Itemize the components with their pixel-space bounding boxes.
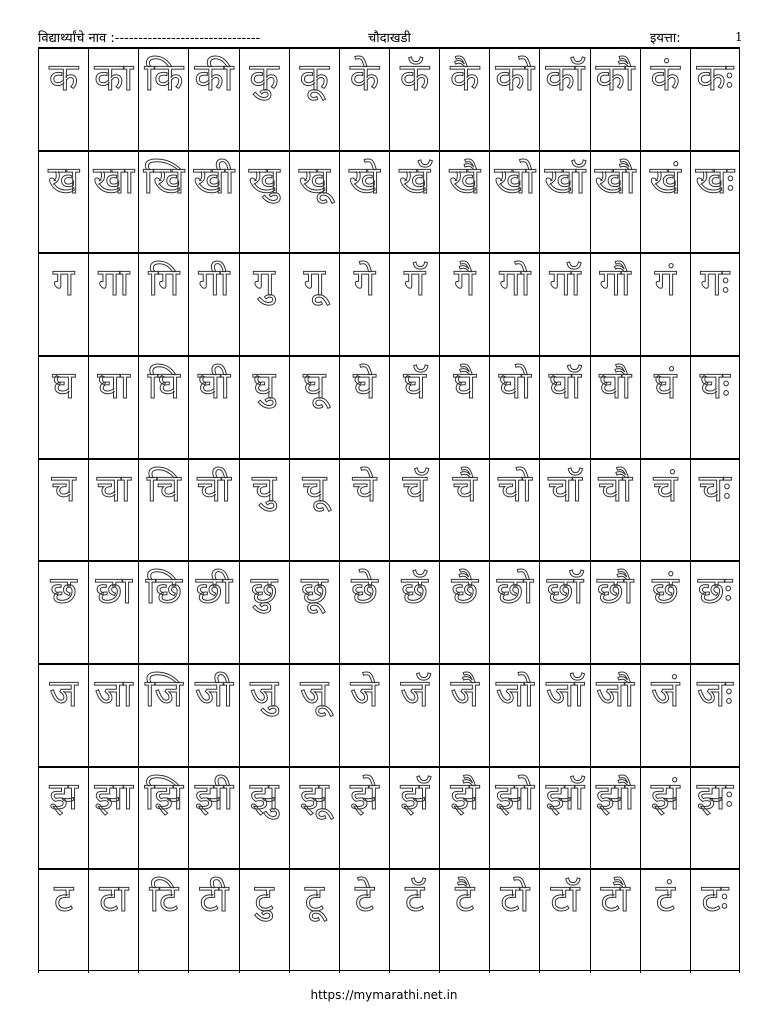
tracing-cell <box>88 152 138 253</box>
tracing-cell <box>88 357 138 458</box>
grid-row <box>38 357 740 460</box>
tracing-cell <box>640 460 690 561</box>
dotted-letter: घी <box>197 362 231 407</box>
dotted-letter: टॅ <box>404 876 425 921</box>
dotted-letter: खू <box>298 157 330 202</box>
dotted-letter: की <box>194 55 234 99</box>
grid-row <box>38 870 740 973</box>
dotted-letter: कं <box>650 55 680 99</box>
class-label: इयत्ता: <box>650 31 681 46</box>
dotted-letter: कि <box>144 55 184 99</box>
tracing-cell <box>690 49 740 150</box>
dotted-letter: जा <box>94 670 133 715</box>
tracing-cell <box>690 562 740 663</box>
dotted-letter: जं <box>651 670 680 715</box>
dotted-letter: टि <box>149 876 179 921</box>
tracing-cell <box>289 254 339 355</box>
dotted-letter: छः <box>697 568 733 613</box>
dotted-letter: चः <box>699 465 731 510</box>
tracing-cell <box>339 357 389 458</box>
dotted-letter: जः <box>696 670 733 715</box>
tracing-cell <box>38 562 88 663</box>
page-number: 1 <box>735 30 743 44</box>
tracing-grid <box>38 47 740 971</box>
dotted-letter: क <box>48 55 79 99</box>
tracing-cell <box>539 357 589 458</box>
tracing-cell <box>339 665 389 766</box>
tracing-cell <box>489 49 539 150</box>
grid-row <box>38 665 740 768</box>
tracing-cell <box>289 460 339 561</box>
tracing-cell <box>439 254 489 355</box>
tracing-cell <box>289 562 339 663</box>
tracing-cell <box>239 152 289 253</box>
dotted-letter: खो <box>494 157 536 202</box>
tracing-cell <box>439 768 489 869</box>
tracing-cell <box>239 254 289 355</box>
dotted-letter: छॉ <box>546 568 584 613</box>
dotted-letter: घो <box>498 362 531 407</box>
tracing-cell <box>690 254 740 355</box>
dotted-letter: टः <box>701 876 729 921</box>
dotted-letter: घै <box>453 362 476 407</box>
dotted-letter: चे <box>352 465 377 510</box>
dotted-letter: चं <box>653 465 678 510</box>
dotted-letter: झं <box>650 773 680 818</box>
tracing-cell <box>38 254 88 355</box>
dotted-letter: टू <box>304 876 324 921</box>
tracing-cell <box>590 254 640 355</box>
tracing-cell <box>640 152 690 253</box>
tracing-cell <box>239 357 289 458</box>
grid-row <box>38 460 740 563</box>
tracing-cell <box>339 49 389 150</box>
dotted-letter: झः <box>696 773 734 818</box>
tracing-cell <box>339 562 389 663</box>
tracing-cell <box>439 357 489 458</box>
dotted-letter: गा <box>98 260 130 305</box>
tracing-cell <box>389 870 439 973</box>
worksheet-title: चौदाखडी <box>368 31 411 46</box>
tracing-cell <box>489 152 539 253</box>
tracing-cell <box>489 254 539 355</box>
tracing-cell <box>339 870 389 973</box>
dotted-letter: घि <box>147 362 180 407</box>
tracing-cell <box>289 665 339 766</box>
tracing-cell <box>339 768 389 869</box>
dotted-letter: झॅ <box>400 773 429 818</box>
tracing-cell <box>640 254 690 355</box>
tracing-cell <box>539 152 589 253</box>
tracing-cell <box>188 152 238 253</box>
dotted-letter: जॉ <box>545 670 584 715</box>
tracing-cell <box>88 768 138 869</box>
grid-row <box>38 152 740 255</box>
tracing-cell <box>489 460 539 561</box>
dotted-letter: खै <box>449 157 481 202</box>
dotted-letter: खः <box>695 157 735 202</box>
tracing-cell <box>38 152 88 253</box>
tracing-cell <box>389 152 439 253</box>
tracing-cell <box>489 665 539 766</box>
grid-row <box>38 768 740 871</box>
tracing-cell <box>239 562 289 663</box>
dotted-letter: ग <box>52 260 75 305</box>
dotted-letter: गै <box>454 260 476 305</box>
dotted-letter: टु <box>254 876 274 921</box>
dotted-letter: जौ <box>596 670 635 715</box>
dotted-letter: खा <box>93 157 135 202</box>
dotted-letter: जॅ <box>400 670 429 715</box>
dotted-letter: जै <box>450 670 479 715</box>
dotted-letter: जु <box>250 670 279 715</box>
tracing-cell <box>38 357 88 458</box>
tracing-cell <box>38 768 88 869</box>
tracing-cell <box>389 768 439 869</box>
dotted-letter: कै <box>450 55 480 99</box>
tracing-cell <box>590 870 640 973</box>
dotted-letter: चो <box>497 465 532 510</box>
tracing-cell <box>138 49 188 150</box>
dotted-letter: छी <box>195 568 233 613</box>
tracing-cell <box>539 254 589 355</box>
tracing-cell <box>88 665 138 766</box>
tracing-cell <box>88 254 138 355</box>
dotted-letter: झू <box>299 773 329 818</box>
tracing-cell <box>489 562 539 663</box>
tracing-cell <box>489 768 539 869</box>
dotted-letter: घ <box>52 362 75 407</box>
dotted-letter: छै <box>451 568 479 613</box>
tracing-cell <box>389 49 439 150</box>
tracing-cell <box>239 665 289 766</box>
dotted-letter: जी <box>194 670 233 715</box>
dotted-letter: कॅ <box>399 55 430 99</box>
tracing-cell <box>188 562 238 663</box>
tracing-cell <box>640 665 690 766</box>
tracing-cell <box>539 49 589 150</box>
tracing-cell <box>339 460 389 561</box>
tracing-cell <box>339 152 389 253</box>
tracing-cell <box>640 768 690 869</box>
tracing-cell <box>188 870 238 973</box>
grid-row <box>38 562 740 665</box>
tracing-cell <box>389 357 439 458</box>
tracing-cell <box>138 152 188 253</box>
dotted-letter: झो <box>495 773 535 818</box>
tracing-cell <box>439 152 489 253</box>
dotted-letter: ट <box>53 876 74 921</box>
tracing-cell <box>38 665 88 766</box>
tracing-cell <box>188 460 238 561</box>
tracing-cell <box>138 460 188 561</box>
tracing-cell <box>539 665 589 766</box>
tracing-cell <box>590 49 640 150</box>
dotted-letter: गौ <box>599 260 631 305</box>
tracing-cell <box>690 357 740 458</box>
dotted-letter: घं <box>654 362 677 407</box>
tracing-cell <box>138 870 188 973</box>
tracing-cell <box>489 870 539 973</box>
tracing-cell <box>539 768 589 869</box>
tracing-cell <box>539 562 589 663</box>
dotted-letter: घॉ <box>548 362 582 407</box>
tracing-cell <box>389 460 439 561</box>
tracing-cell <box>439 49 489 150</box>
dotted-letter: चु <box>252 465 277 510</box>
dotted-letter: गे <box>353 260 376 305</box>
dotted-letter: छॅ <box>401 568 428 613</box>
dotted-letter: घू <box>303 362 326 407</box>
tracing-cell <box>339 254 389 355</box>
dotted-letter: टौ <box>600 876 630 921</box>
dotted-letter: ची <box>196 465 231 510</box>
tracing-cell <box>439 562 489 663</box>
dotted-letter: झ <box>49 773 78 818</box>
tracing-cell <box>289 870 339 973</box>
dotted-letter: चै <box>452 465 477 510</box>
dotted-letter: छे <box>351 568 378 613</box>
tracing-cell <box>138 254 188 355</box>
grid-row <box>38 49 740 152</box>
dotted-letter: टो <box>500 876 530 921</box>
dotted-letter: खे <box>348 157 380 202</box>
tracing-cell <box>539 460 589 561</box>
tracing-cell <box>289 49 339 150</box>
tracing-cell <box>640 870 690 973</box>
tracing-cell <box>590 460 640 561</box>
dotted-letter: जू <box>300 670 329 715</box>
dotted-letter: छू <box>300 568 328 613</box>
dotted-letter: घे <box>353 362 376 407</box>
dotted-letter: झा <box>94 773 133 818</box>
tracing-cell <box>590 768 640 869</box>
dotted-letter: गः <box>700 260 730 305</box>
tracing-cell <box>239 49 289 150</box>
tracing-cell <box>690 870 740 973</box>
dotted-letter: झॉ <box>545 773 585 818</box>
dotted-letter: चि <box>146 465 181 510</box>
student-name-label: विद्यार्थ्यांचे नाव :------------------------------- <box>38 31 261 46</box>
dotted-letter: झै <box>450 773 480 818</box>
tracing-cell <box>138 357 188 458</box>
dotted-letter: टे <box>354 876 374 921</box>
dotted-letter: कः <box>696 55 734 99</box>
dotted-letter: खि <box>143 157 185 202</box>
tracing-cell <box>88 562 138 663</box>
tracing-cell <box>590 357 640 458</box>
tracing-cell <box>439 665 489 766</box>
tracing-cell <box>690 768 740 869</box>
dotted-letter: टं <box>655 876 675 921</box>
dotted-letter: टा <box>99 876 129 921</box>
dotted-letter: टी <box>199 876 229 921</box>
dotted-letter: कौ <box>595 55 635 99</box>
dotted-letter: छ <box>50 568 77 613</box>
tracing-cell <box>640 49 690 150</box>
dotted-letter: झे <box>350 773 379 818</box>
dotted-letter: छौ <box>596 568 634 613</box>
dotted-letter: छो <box>496 568 534 613</box>
dotted-letter: चू <box>302 465 327 510</box>
grid-row <box>38 254 740 357</box>
dotted-letter: छु <box>250 568 278 613</box>
tracing-cell <box>539 870 589 973</box>
dotted-letter: खु <box>248 157 280 202</box>
dotted-letter: जे <box>350 670 379 715</box>
dotted-letter: ख <box>48 157 80 202</box>
dotted-letter: घः <box>699 362 730 407</box>
tracing-cell <box>690 152 740 253</box>
tracing-cell <box>239 460 289 561</box>
dotted-letter: का <box>94 55 134 99</box>
dotted-letter: घा <box>97 362 130 407</box>
footer-url: https://mymarathi.net.in <box>310 988 458 1002</box>
dotted-letter: ज <box>49 670 78 715</box>
dotted-letter: चॅ <box>402 465 427 510</box>
tracing-cell <box>690 665 740 766</box>
tracing-cell <box>138 768 188 869</box>
tracing-cell <box>289 768 339 869</box>
dotted-letter: टै <box>455 876 475 921</box>
tracing-cell <box>138 562 188 663</box>
dotted-letter: छं <box>651 568 679 613</box>
tracing-cell <box>590 562 640 663</box>
dotted-letter: गू <box>303 260 325 305</box>
dotted-letter: च <box>51 465 76 510</box>
tracing-cell <box>88 460 138 561</box>
dotted-letter: झी <box>194 773 234 818</box>
dotted-letter: झौ <box>595 773 635 818</box>
dotted-letter: चौ <box>598 465 633 510</box>
dotted-letter: घॅ <box>403 362 426 407</box>
tracing-cell <box>239 768 289 869</box>
tracing-cell <box>640 562 690 663</box>
dotted-letter: को <box>495 55 535 99</box>
tracing-cell <box>38 49 88 150</box>
dotted-letter: जि <box>144 670 183 715</box>
dotted-letter: छा <box>95 568 132 613</box>
tracing-cell <box>590 152 640 253</box>
tracing-cell <box>439 870 489 973</box>
tracing-cell <box>188 665 238 766</box>
dotted-letter: घु <box>252 362 276 407</box>
dotted-letter: छि <box>145 568 183 613</box>
tracing-cell <box>88 870 138 973</box>
dotted-letter: कु <box>249 55 279 99</box>
dotted-letter: खी <box>193 157 235 202</box>
dotted-letter: कू <box>299 55 329 99</box>
tracing-cell <box>239 870 289 973</box>
tracing-cell <box>389 562 439 663</box>
tracing-cell <box>289 152 339 253</box>
tracing-cell <box>138 665 188 766</box>
tracing-cell <box>439 460 489 561</box>
tracing-cell <box>289 357 339 458</box>
dotted-letter: टॉ <box>550 876 580 921</box>
dotted-letter: कॉ <box>545 55 585 99</box>
dotted-letter: गि <box>148 260 180 305</box>
tracing-cell <box>88 49 138 150</box>
dotted-letter: गी <box>198 260 230 305</box>
tracing-cell <box>188 357 238 458</box>
dotted-letter: गॉ <box>549 260 581 305</box>
tracing-cell <box>389 665 439 766</box>
tracing-cell <box>188 254 238 355</box>
tracing-cell <box>489 357 539 458</box>
tracing-cell <box>38 460 88 561</box>
dotted-letter: गॅ <box>403 260 426 305</box>
dotted-letter: झु <box>249 773 279 818</box>
dotted-letter: खॉ <box>544 157 586 202</box>
dotted-letter: जो <box>495 670 534 715</box>
dotted-letter: खौ <box>594 157 636 202</box>
dotted-letter: के <box>349 55 379 99</box>
dotted-letter: गु <box>253 260 275 305</box>
tracing-cell <box>389 254 439 355</box>
dotted-letter: झि <box>144 773 184 818</box>
dotted-letter: गं <box>654 260 676 305</box>
dotted-letter: गो <box>499 260 531 305</box>
dotted-letter: खं <box>649 157 681 202</box>
tracing-cell <box>690 460 740 561</box>
tracing-cell <box>590 665 640 766</box>
dotted-letter: घौ <box>598 362 632 407</box>
tracing-cell <box>188 49 238 150</box>
tracing-cell <box>640 357 690 458</box>
tracing-cell <box>188 768 238 869</box>
dotted-letter: चा <box>96 465 131 510</box>
dotted-letter: खॅ <box>399 157 431 202</box>
dotted-letter: चॉ <box>547 465 582 510</box>
tracing-cell <box>38 870 88 973</box>
